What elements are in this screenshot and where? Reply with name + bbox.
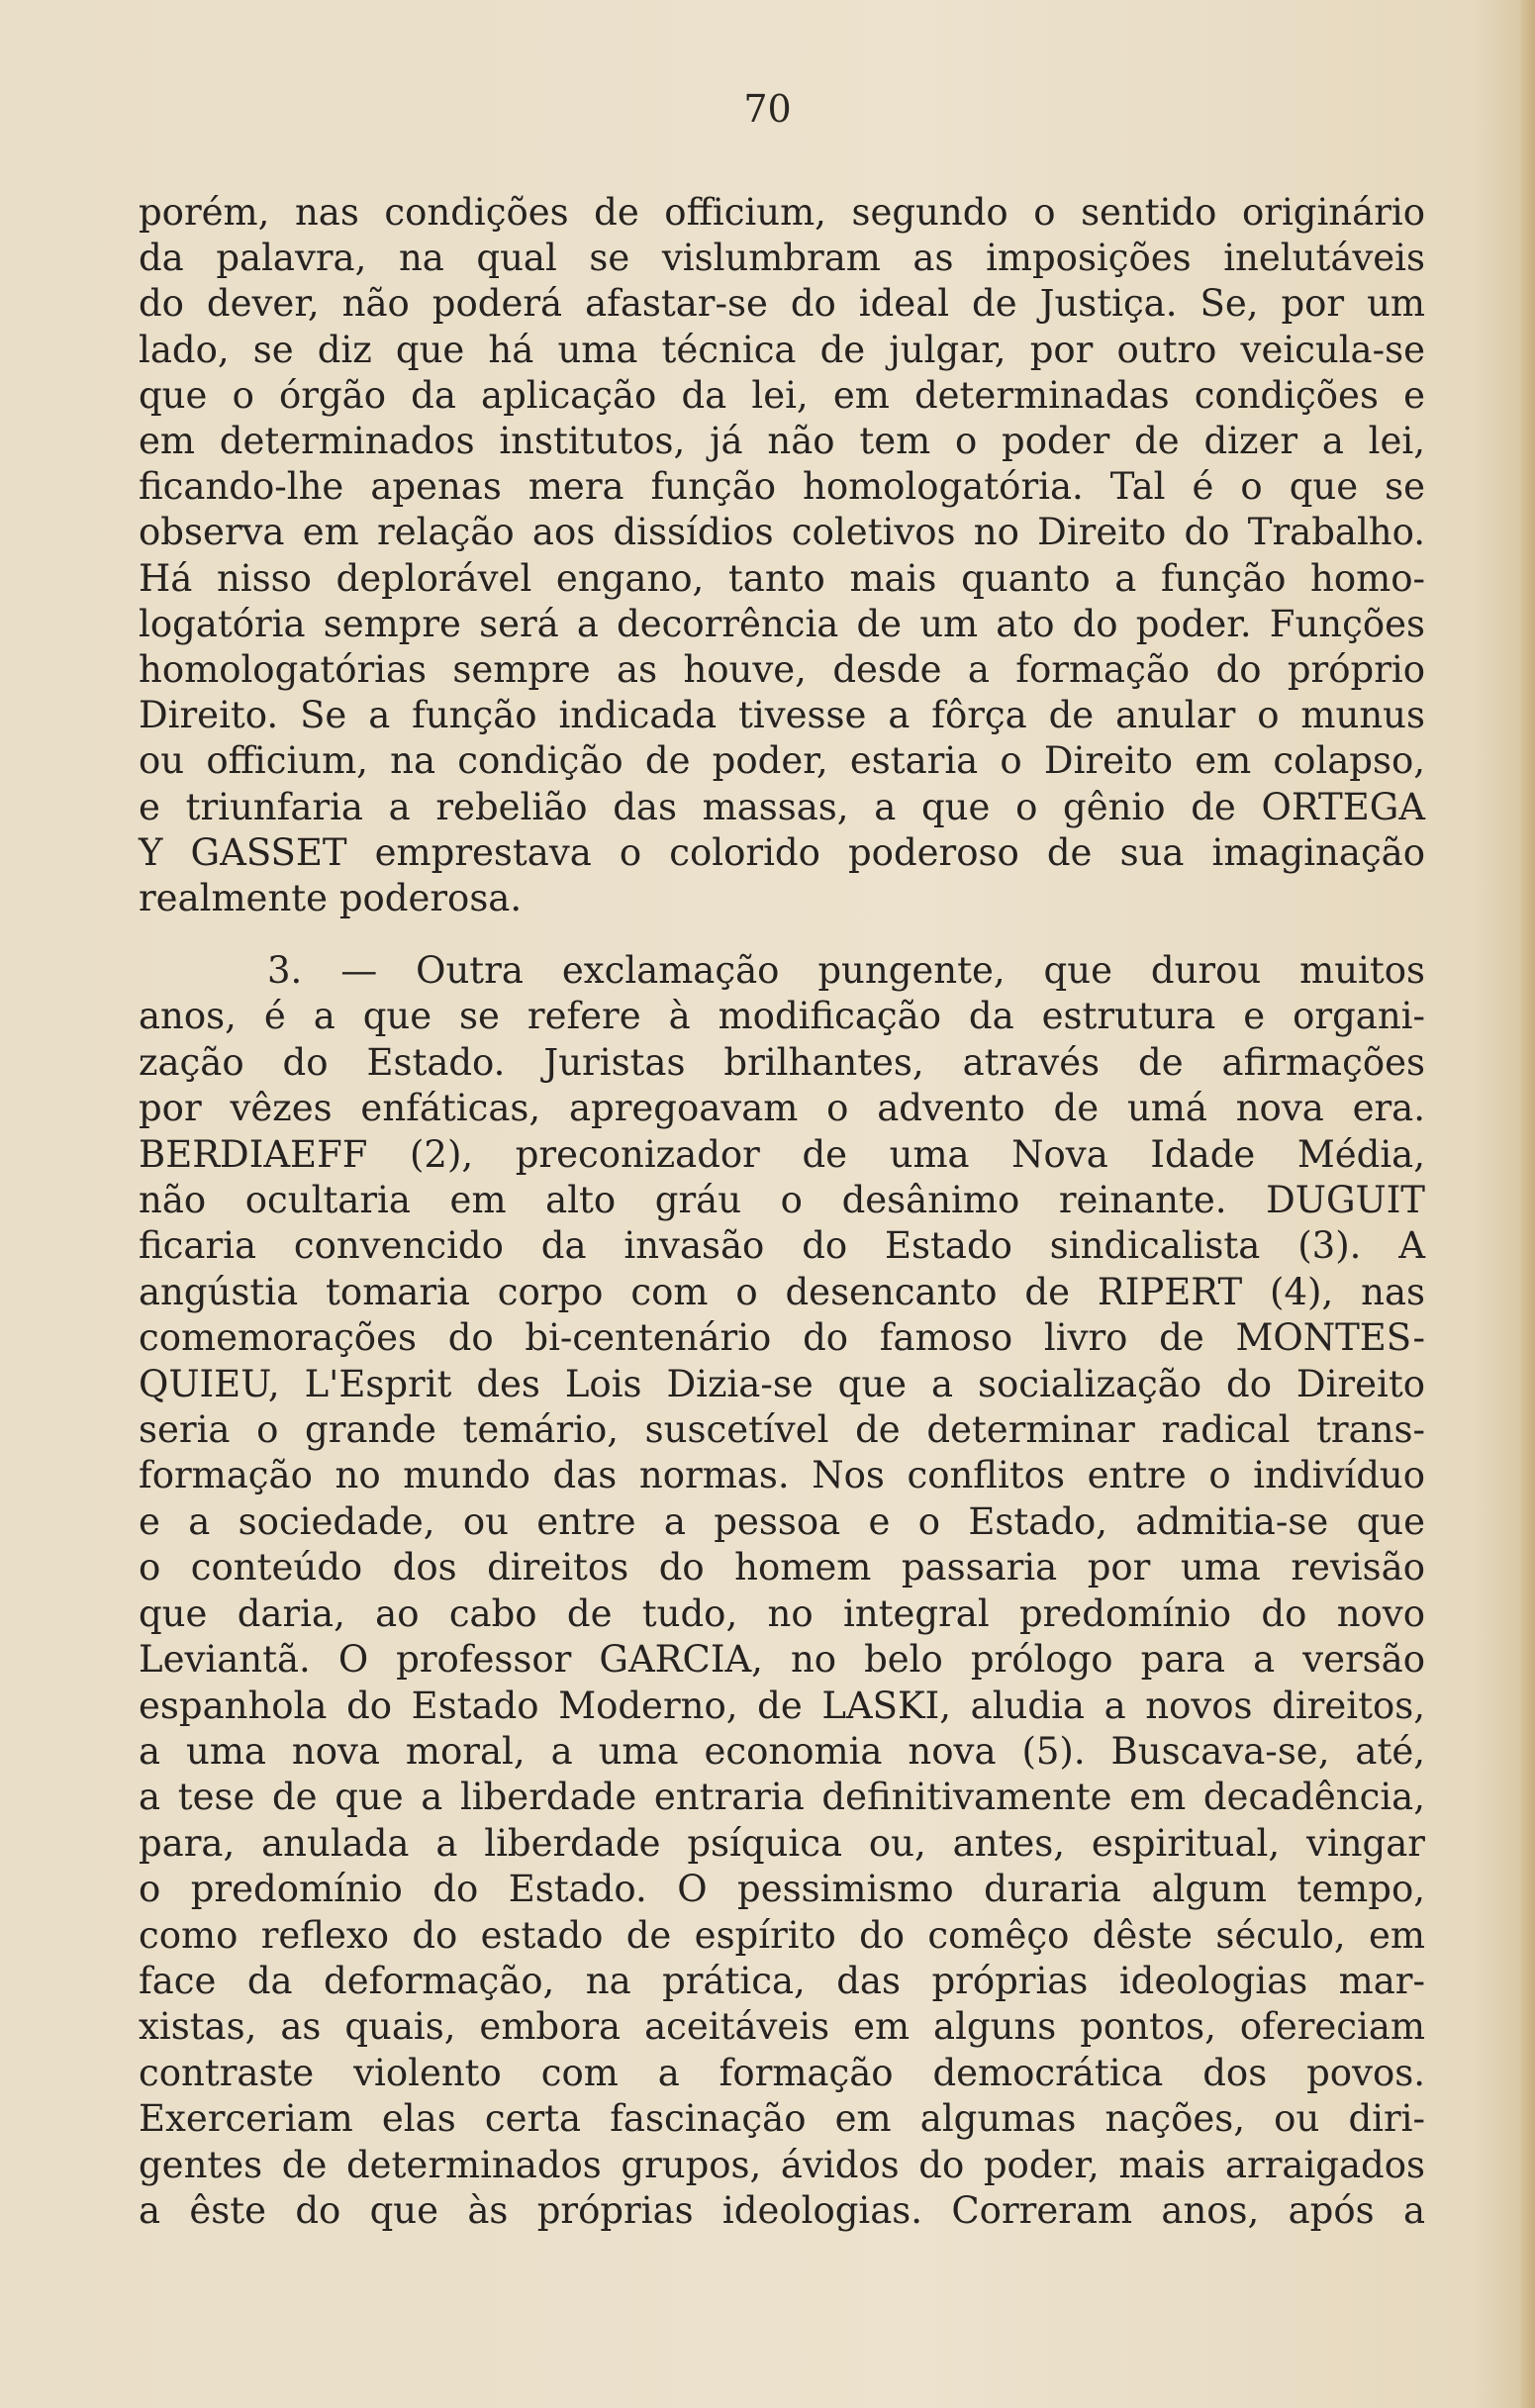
page-spine-shadow bbox=[1521, 0, 1535, 2408]
text-line: formação no mundo das normas. Nos conflitos entre o indivíduo bbox=[139, 1454, 1425, 1497]
paragraph-2 bbox=[139, 948, 1425, 2234]
text-line: observa em relação aos dissídios coletivos no Direito do Trabalho. bbox=[139, 511, 1425, 554]
text-line: zação do Estado. Juristas brilhantes, através de afirmações bbox=[139, 1040, 1425, 1084]
text-line: realmente poderosa. bbox=[139, 877, 523, 920]
text-line: que o órgão da aplicação da lei, em determinadas condições e bbox=[139, 373, 1425, 417]
text-line: em determinados institutos, já não tem o poder de dizer a lei, bbox=[139, 420, 1425, 463]
text-line: 3. — Outra exclamação pungente, que durou muitos bbox=[267, 949, 1425, 992]
text-line: Leviantã. O professor GARCIA, no belo prólogo para a versão bbox=[139, 1638, 1425, 1682]
text-line: ficaria convencido da invasão do Estado sindicalista (3). A bbox=[139, 1224, 1425, 1268]
text-line: por vêzes enfáticas, apregoavam o advento de umá nova era. bbox=[139, 1087, 1425, 1130]
text-line: anos, é a que se refere à modificação da estrutura e organi- bbox=[139, 995, 1425, 1038]
text-line: Y GASSET emprestava o colorido poderoso de sua imaginação bbox=[139, 830, 1425, 874]
text-line: logatória sempre será a decorrência de um ato do poder. Funções bbox=[139, 602, 1425, 645]
text-line: angústia tomaria corpo com o desencanto de RIPERT (4), nas bbox=[139, 1270, 1425, 1313]
text-line: face da deformação, na prática, das próprias ideologias mar- bbox=[139, 1959, 1425, 2002]
text-line: comemorações do bi-centenário do famoso livro de MONTES- bbox=[139, 1316, 1425, 1360]
text-line: da palavra, na qual se vislumbram as imposições inelutáveis bbox=[139, 237, 1425, 280]
text-line: ou officium, na condição de poder, estaria o Direito em colapso, bbox=[139, 739, 1425, 783]
text-line: seria o grande temário, suscetível de determinar radical trans- bbox=[139, 1408, 1425, 1452]
text-line: e triunfaria a rebelião das massas, a que o gênio de ORTEGA bbox=[139, 785, 1425, 828]
text-line: como reflexo do estado de espírito do comêço dêste século, em bbox=[139, 1913, 1425, 1957]
text-line: lado, se diz que há uma técnica de julgar, por outro veicula-se bbox=[139, 328, 1425, 371]
text-line: o predomínio do Estado. O pessimismo duraria algum tempo, bbox=[139, 1868, 1425, 1911]
text-line: porém, nas condições de officium, segundo o sentido originário bbox=[139, 191, 1425, 234]
text-line: xistas, as quais, embora aceitáveis em alguns pontos, ofereciam bbox=[139, 2005, 1425, 2049]
page-number: 70 bbox=[743, 87, 792, 131]
text-line: homologatórias sempre as houve, desde a formação do próprio bbox=[139, 648, 1425, 692]
text-line: a tese de que a liberdade entraria definitivamente em decadência, bbox=[139, 1776, 1425, 1819]
text-line: do dever, não poderá afastar-se do ideal de Justiça. Se, por um bbox=[139, 282, 1425, 326]
paragraph-1 bbox=[139, 190, 1425, 921]
text-line: QUIEU, L'Esprit des Lois Dizia-se que a socialização do Direito bbox=[139, 1362, 1425, 1405]
text-line: e a sociedade, ou entre a pessoa e o Estado, admitia-se que bbox=[139, 1499, 1425, 1543]
text-line: Há nisso deplorável engano, tanto mais quanto a função homo- bbox=[139, 556, 1425, 600]
text-line: Exerceriam elas certa fascinação em algumas nações, ou diri- bbox=[139, 2097, 1425, 2141]
text-line: ficando-lhe apenas mera função homologatória. Tal é o que se bbox=[139, 465, 1425, 509]
text-line: que daria, ao cabo de tudo, no integral predomínio do novo bbox=[139, 1591, 1425, 1635]
text-line: gentes de determinados grupos, ávidos do poder, mais arraigados bbox=[139, 2143, 1425, 2186]
text-line: não ocultaria em alto gráu o desânimo reinante. DUGUIT bbox=[139, 1179, 1425, 1222]
text-line: BERDIAEFF (2), preconizador de uma Nova Idade Média, bbox=[139, 1132, 1425, 1176]
text-line: contraste violento com a formação democrática dos povos. bbox=[139, 2051, 1425, 2094]
text-line: a uma nova moral, a uma economia nova (5). Buscava-se, até, bbox=[139, 1729, 1425, 1773]
text-line: espanhola do Estado Moderno, de LASKI, aludia a novos direitos, bbox=[139, 1684, 1425, 1727]
text-line: para, anulada a liberdade psíquica ou, antes, espiritual, vingar bbox=[139, 1821, 1425, 1865]
text-line: o conteúdo dos direitos do homem passaria por uma revisão bbox=[139, 1546, 1425, 1589]
text-line: Direito. Se a função indicada tivesse a fôrça de anular o munus bbox=[139, 694, 1425, 737]
text-line: a êste do que às próprias ideologias. Correram anos, após a bbox=[139, 2188, 1425, 2232]
